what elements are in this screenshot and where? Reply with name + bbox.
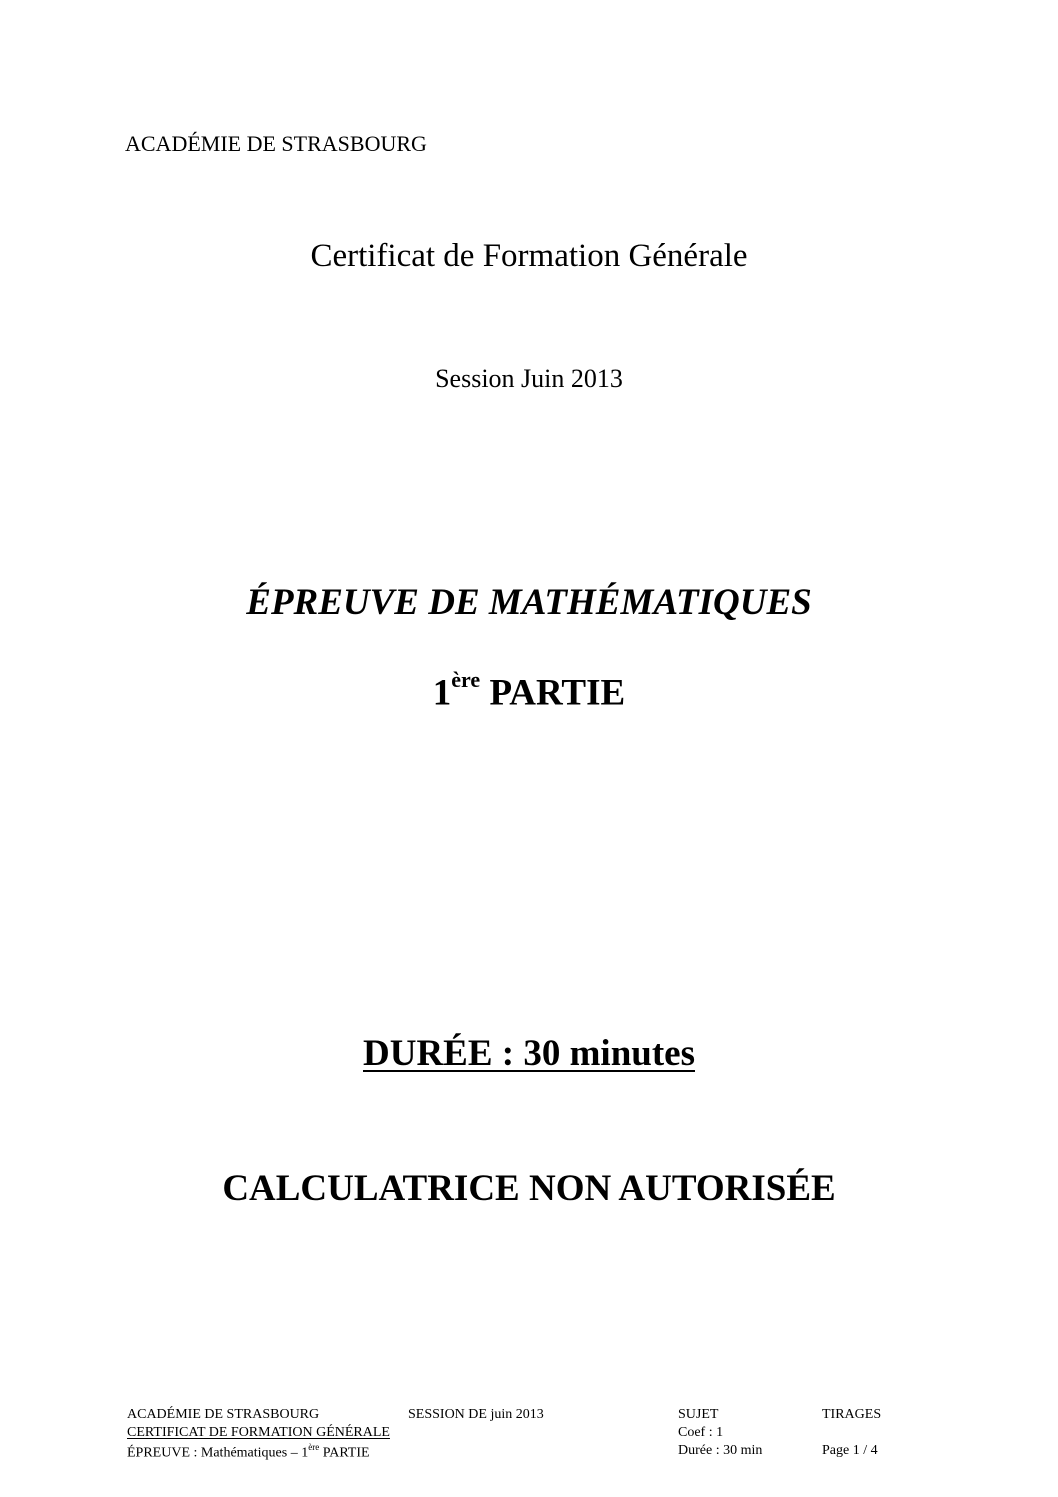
footer-academie: ACADÉMIE DE STRASBOURG [127, 1407, 320, 1422]
partie-title [0, 667, 1058, 714]
partie-superscript: ère [451, 667, 481, 692]
footer-tirages: TIRAGES [822, 1407, 882, 1422]
footer-epreuve-superscript: ère [308, 1442, 320, 1452]
footer-certificat: CERTIFICAT DE FORMATION GÉNÉRALE [127, 1425, 390, 1440]
certificat-title: Certificat de Formation Générale [310, 238, 748, 274]
footer-session: SESSION DE juin 2013 [408, 1407, 544, 1422]
duree-heading: DURÉE : 30 minutes [363, 1033, 695, 1074]
footer-page-number: Page 1 / 4 [822, 1443, 878, 1458]
partie-word: PARTIE [480, 672, 626, 714]
footer-epreuve-prefix: ÉPREUVE : Mathématiques – 1 [127, 1445, 309, 1461]
footer-duree: Durée : 30 min [678, 1443, 763, 1458]
footer-coef: Coef : 1 [678, 1425, 724, 1440]
epreuve-title: ÉPREUVE DE MATHÉMATIQUES [246, 582, 812, 623]
calculatrice-notice: CALCULATRICE NON AUTORISÉE [222, 1168, 836, 1209]
partie-number: 1 [432, 672, 452, 714]
footer-epreuve-suffix: PARTIE [319, 1445, 370, 1461]
footer-sujet: SUJET [678, 1407, 719, 1422]
session-date: Session Juin 2013 [435, 364, 623, 393]
academie-header: ACADÉMIE DE STRASBOURG [125, 131, 427, 156]
footer-epreuve [127, 1444, 370, 1461]
